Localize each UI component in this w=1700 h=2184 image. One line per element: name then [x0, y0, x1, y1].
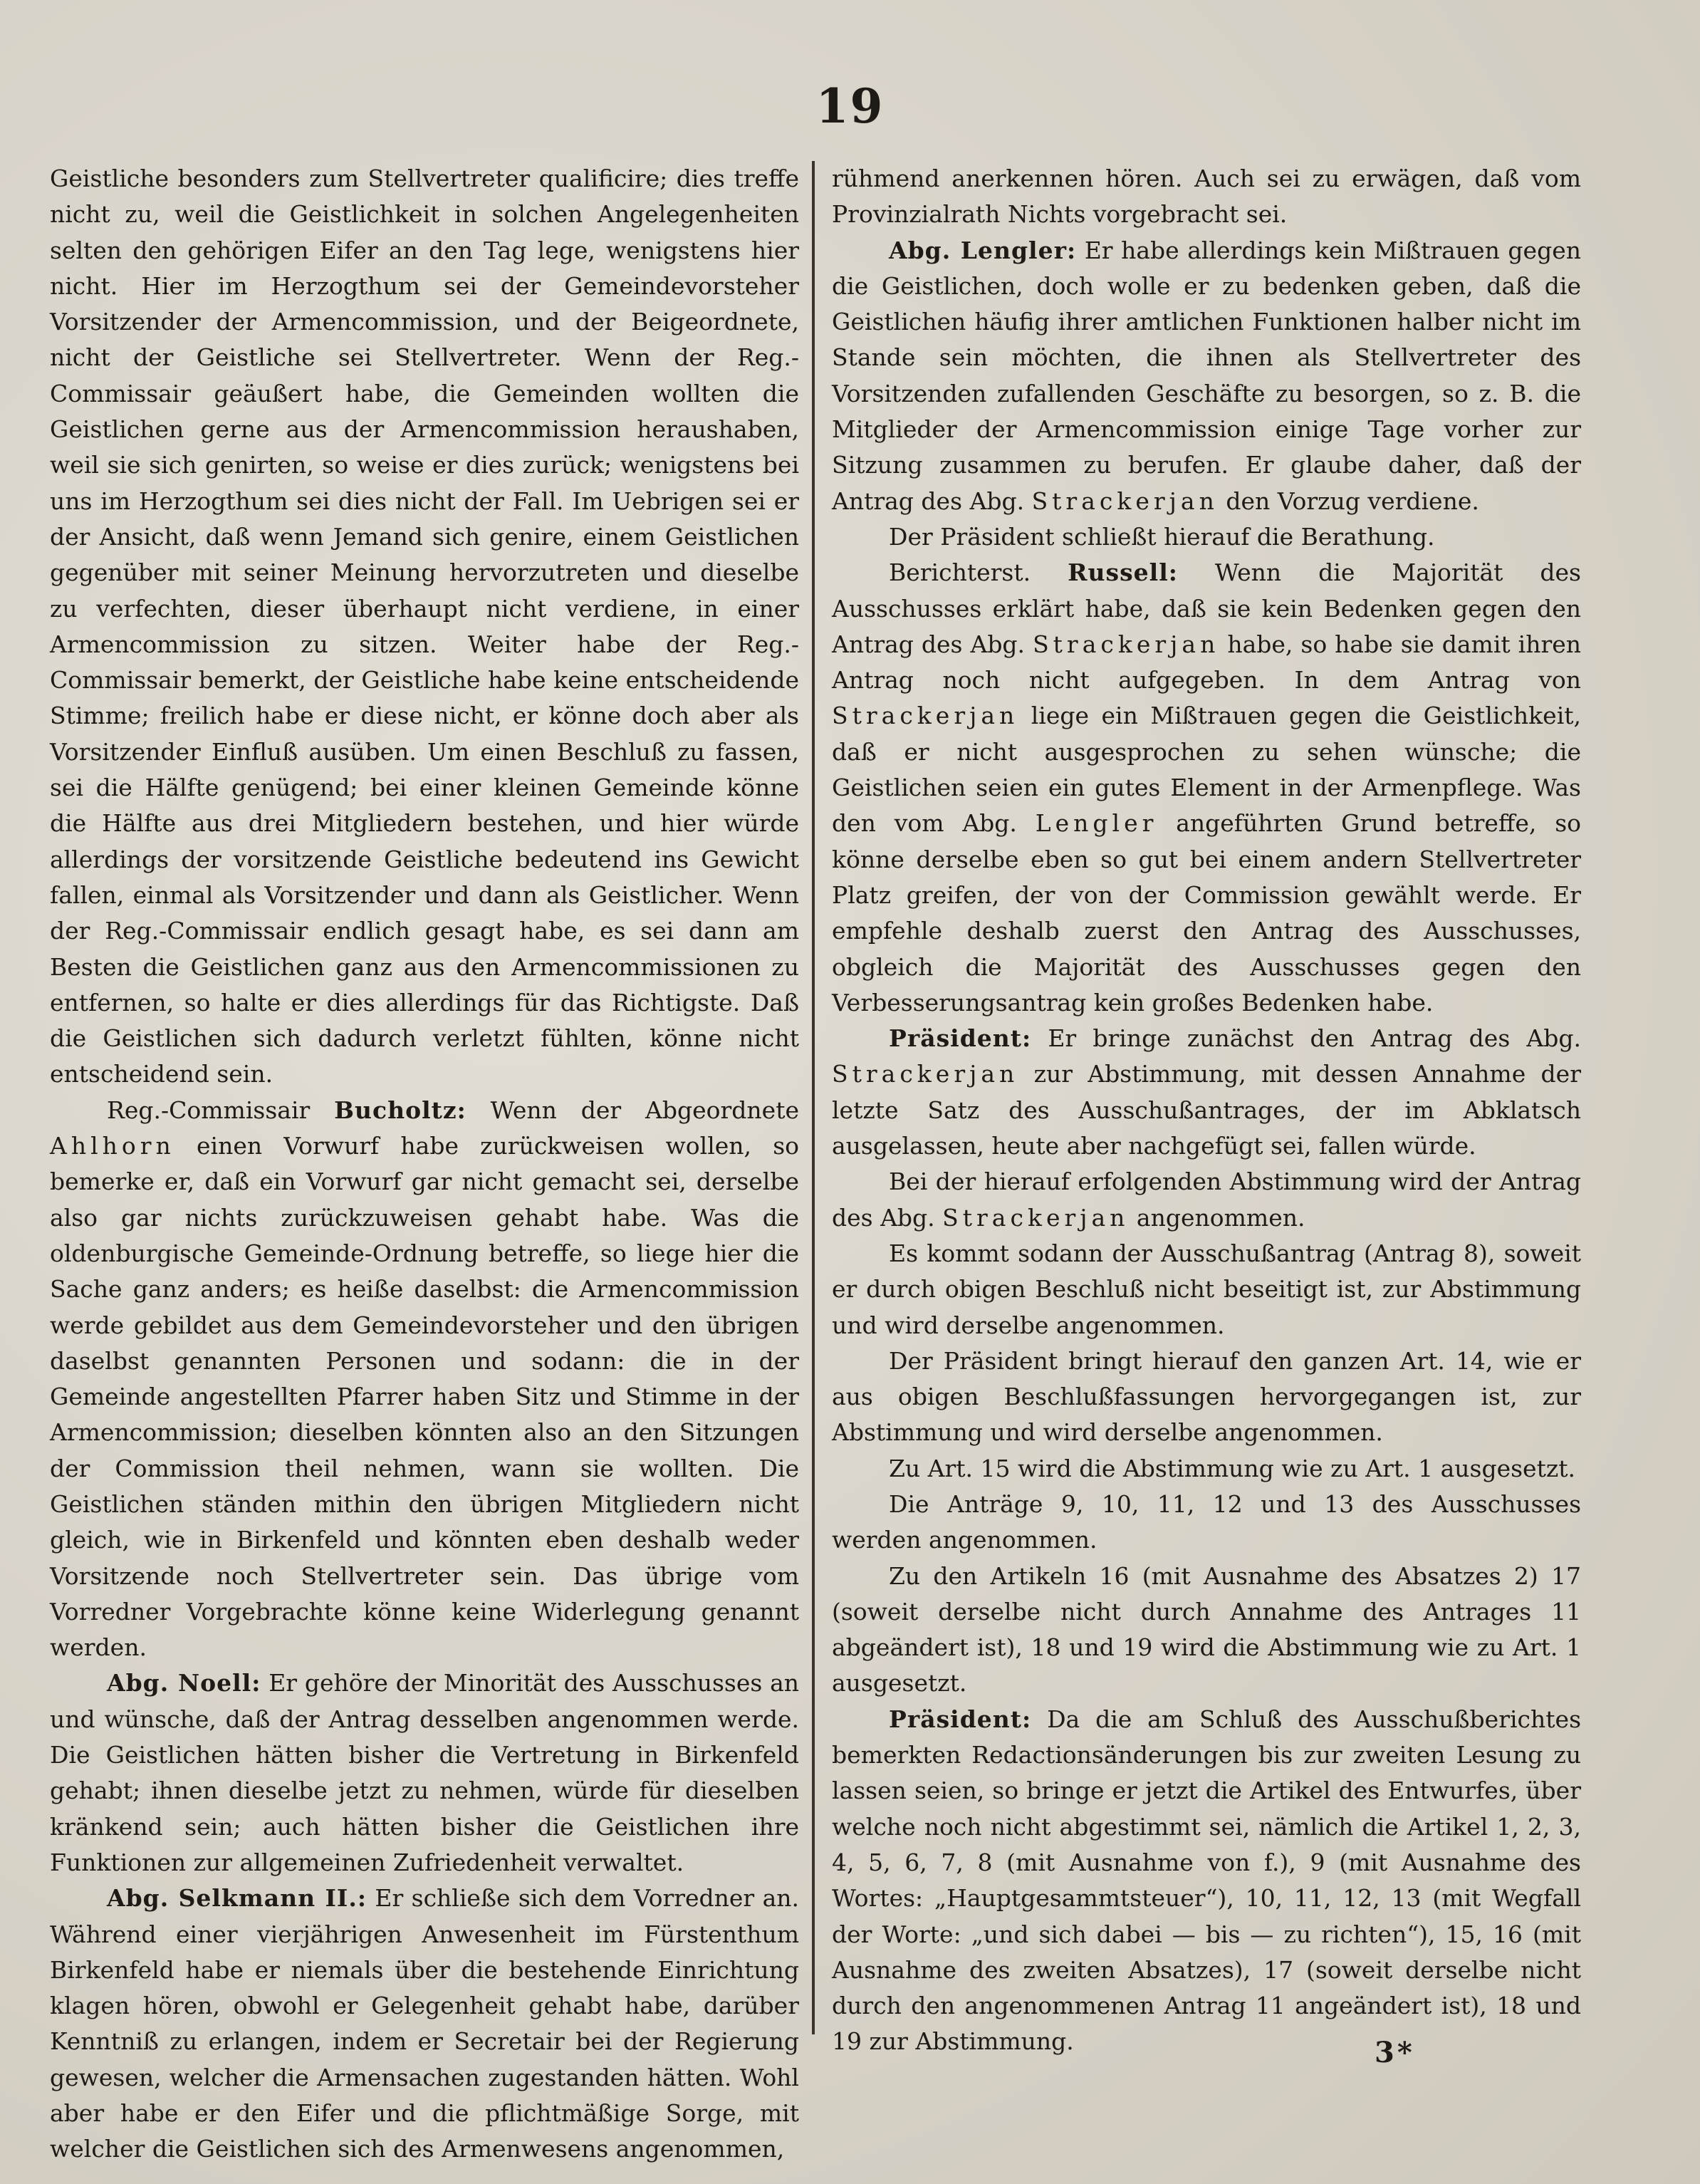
speaker-name: Abg. Lengler:	[889, 236, 1077, 264]
spaced-name: Strackerjan	[942, 1203, 1130, 1232]
spaced-name: Lengler	[1035, 809, 1158, 838]
paragraph-text: habe, so habe sie damit ihren Antrag noch nicht aufgegeben. In dem Antrag von	[832, 630, 1582, 695]
spaced-name: Strackerjan	[1033, 630, 1220, 658]
paragraph: Es kommt sodann der Ausschußantrag (Antrag 8), soweit er durch obigen Beschluß nicht beseitigt ist, zur Abstimmung und wird derselbe angenommen.	[832, 1239, 1581, 1339]
paragraph-text: Er gehöre der Minorität des Ausschusses an und wünsche, daß der Antrag desselben angenommen werde. Die Geistlichen hätten bisher die Vertretung in Birkenfeld gehabt; ihnen dieselbe jetzt zu nehmen, würde für dieselben kränkend sein; auch hätten bisher die Geistlichen ihre Funktionen zur allgemeinen Zufriedenheit verwaltet.	[50, 1669, 799, 1876]
spaced-name: Strackerjan	[832, 702, 1019, 730]
paragraph-text: Er schließe sich dem Vorredner an. Während einer vierjährigen Anwesenheit im Fürstenthum Birkenfeld habe er niemals über die bestehende Einrichtung klagen hören, obwohl er Gelegenheit gehabt habe, darüber Kenntniß zu erlangen, indem er Secretair bei der Regierung gewesen, welcher die Armensachen zugestanden hätten. Wohl aber habe er den Eifer und die pflichtmäßige Sorge, mit welcher die Geistlichen sich des Armenwesens angenommen,	[50, 1884, 799, 2163]
paragraph: Der Präsident bringt hierauf den ganzen Art. 14, wie er aus obigen Beschlußfassungen hervorgegangen ist, zur Abstimmung und wird derselbe angenommen.	[832, 1346, 1581, 1447]
paragraph	[832, 1702, 1581, 2060]
paragraph	[50, 1093, 799, 1666]
paragraph	[832, 1164, 1581, 1236]
speaker-prefix: Berichterst.	[889, 558, 1031, 587]
paragraph-text: liege ein Mißtrauen gegen die Geistlichkeit, daß er nicht ausgesprochen zu sehen wünsche; die Geistlichen seien ein gutes Element in der Armenpflege. Was den vom Abg.	[832, 702, 1581, 838]
paragraph-text: Bei der hierauf erfolgenden Abstimmung wird der Antrag des Abg.	[832, 1168, 1581, 1232]
paragraph	[50, 1665, 799, 1881]
column-divider	[812, 161, 815, 2034]
left-column	[50, 161, 799, 2163]
speaker-name: Abg. Selkmann II.:	[107, 1884, 367, 1913]
spaced-name: Strackerjan	[1031, 487, 1219, 515]
paragraph-text: den Vorzug verdiene.	[1226, 487, 1479, 515]
paragraph	[50, 1881, 799, 2167]
right-column	[832, 161, 1582, 2056]
paragraph-text: zur Abstimmung, mit dessen Annahme der letzte Satz des Ausschußantrages, der im Abklatsch ausgelassen, heute aber nachgefügt sei, fallen würde.	[832, 1060, 1581, 1160]
paragraph-text: angeführten Grund betreffe, so könne derselbe eben so gut bei einem andern Stellvertreter Platz greifen, der von der Commission gewählt werde. Er empfehle deshalb zuerst den Antrag des Ausschusses, obgleich die Majorität des Ausschusses gegen den Verbesserungsantrag kein großes Bedenken habe.	[832, 809, 1581, 1016]
paragraph-text: Wenn die Majorität des Ausschusses erklärt habe, daß sie kein Bedenken gegen den Antrag des Abg.	[832, 558, 1581, 658]
spaced-name: Ahlhorn	[50, 1132, 175, 1160]
paragraph-text: einen Vorwurf habe zurückweisen wollen, so bemerke er, daß ein Vorwurf gar nicht gemacht sei, derselbe also gar nichts zurückzuweisen gehabt habe. Was die oldenburgische Gemeinde-Ordnung betreffe, so liege hier die Sache ganz anders; es heiße daselbst: die Armencommission werde gebildet aus dem Gemeindevorsteher und den übrigen daselbst genannten Personen und sodann: die in der Gemeinde angestellten Pfarrer haben Sitz und Stimme in der Armencommission; dieselben könnten also an den Sitzungen der Commission theil nehmen, wann sie wollten. Die Geistlichen ständen mithin den übrigen Mitgliedern nicht gleich, wie in Birkenfeld und könnten eben deshalb weder Vorsitzende noch Stellvertreter sein. Das übrige vom Vorredner Vorgebrachte könne keine Widerlegung genannt werden.	[50, 1132, 799, 1662]
paragraph-text: Da die am Schluß des Ausschußberichtes bemerkten Redactionsänderungen bis zur zweiten Lesung zu lassen seien, so bringe er jetzt die Artikel des Entwurfes, über welche noch nicht abgestimmt sei, nämlich die Artikel 1, 2, 3, 4, 5, 6, 7, 8 (mit Ausnahme von f.), 9 (mit Ausnahme des Wortes: „Hauptgesammtsteuer“), 10, 11, 12, 13 (mit Wegfall der Worte: „und sich dabei — bis — zu richten“), 15, 16 (mit Ausnahme des zweiten Absatzes), 17 (soweit derselbe nicht durch den angenommenen Antrag 11 angeändert ist), 18 und 19 zur Abstimmung.	[832, 1705, 1581, 2056]
speaker-name: Bucholtz:	[334, 1096, 466, 1124]
paragraph: Der Präsident schließt hierauf die Berathung.	[889, 522, 1435, 551]
paragraph	[832, 233, 1581, 519]
speaker-prefix: Reg.-Commissair	[107, 1096, 311, 1124]
page-number: 19	[815, 78, 885, 134]
paragraph: Die Anträge 9, 10, 11, 12 und 13 des Ausschusses werden angenommen.	[832, 1489, 1581, 1554]
speaker-name: Russell:	[1068, 558, 1178, 587]
paragraph	[832, 1021, 1581, 1164]
paragraph-text: Er habe allerdings kein Mißtrauen gegen die Geistlichen, doch wolle er zu bedenken geben, daß die Geistlichen häufig ihrer amtlichen Funktionen halber nicht im Stande sein möchten, die ihnen als Stellvertreter des Vorsitzenden zufallenden Geschäfte zu besorgen, so z. B. die Mitglieder der Armencommission einige Tage vorher zur Sitzung zusammen zu berufen. Er glaube daher, daß der Antrag des Abg.	[832, 236, 1581, 515]
spaced-name: Strackerjan	[832, 1060, 1019, 1088]
signature-mark: 3*	[1375, 2036, 1415, 2069]
paragraph: Zu den Artikeln 16 (mit Ausnahme des Absatzes 2) 17 (soweit derselbe nicht durch Annahme des Antrages 11 abgeändert ist), 18 und 19 wird die Abstimmung wie zu Art. 1 ausgesetzt.	[832, 1561, 1581, 1697]
paragraph-text: Er bringe zunächst den Antrag des Abg.	[1048, 1024, 1581, 1053]
speaker-name: Abg. Noell:	[107, 1669, 261, 1697]
paragraph-text: Wenn der Abgeordnete	[490, 1096, 799, 1124]
paragraph: Geistliche besonders zum Stellvertreter qualificire; dies treffe nicht zu, weil die Geistlichkeit in solchen Angelegenheiten selten den gehörigen Eifer an den Tag lege, wenigstens hier nicht. Hier im Herzogthum sei der Gemeindevorsteher Vorsitzender der Armencommission, und der Beigeordnete, nicht der Geistliche sei Stellvertreter. Wenn der Reg.-Commissair geäußert habe, die Gemeinden wollten die Geistlichen gerne aus der Armencommission heraushaben, weil sie sich genirten, so weise er dies zurück; wenigstens bei uns im Herzogthum sei dies nicht der Fall. Im Uebrigen sei er der Ansicht, daß wenn Jemand sich genire, einem Geistlichen gegenüber mit seiner Meinung hervorzutreten und dieselbe zu verfechten, dieser überhaupt nicht verdiene, in einer Armencommission zu sitzen. Weiter habe der Reg.-Commissair bemerkt, der Geistliche habe keine entscheidende Stimme; freilich habe er diese nicht, er könne doch aber als Vorsitzender Einfluß ausüben. Um einen Beschluß zu fassen, sei die Hälfte genügend; bei einer kleinen Gemeinde könne die Hälfte aus drei Mitgliedern bestehen, und hier würde allerdings der vorsitzende Geistliche bedeutend ins Gewicht fallen, einmal als Vorsitzender und dann als Geistlicher. Wenn der Reg.-Commissair endlich gesagt habe, es sei dann am Besten die Geistlichen ganz aus den Armencommissionen zu entfernen, so halte er dies allerdings für das Richtigste. Daß die Geistlichen sich dadurch verletzt fühlten, könne nicht entscheidend sein.	[50, 165, 799, 1088]
paragraph	[832, 555, 1581, 1021]
paragraph: Zu Art. 15 wird die Abstimmung wie zu Art. 1 ausgesetzt.	[889, 1454, 1575, 1482]
paragraph-text: angenommen.	[1136, 1203, 1305, 1232]
speaker-name: Präsident:	[889, 1705, 1032, 1733]
paragraph: rühmend anerkennen hören. Auch sei zu erwägen, daß vom Provinzialrath Nichts vorgebracht sei.	[832, 165, 1581, 229]
speaker-name: Präsident:	[889, 1024, 1032, 1053]
